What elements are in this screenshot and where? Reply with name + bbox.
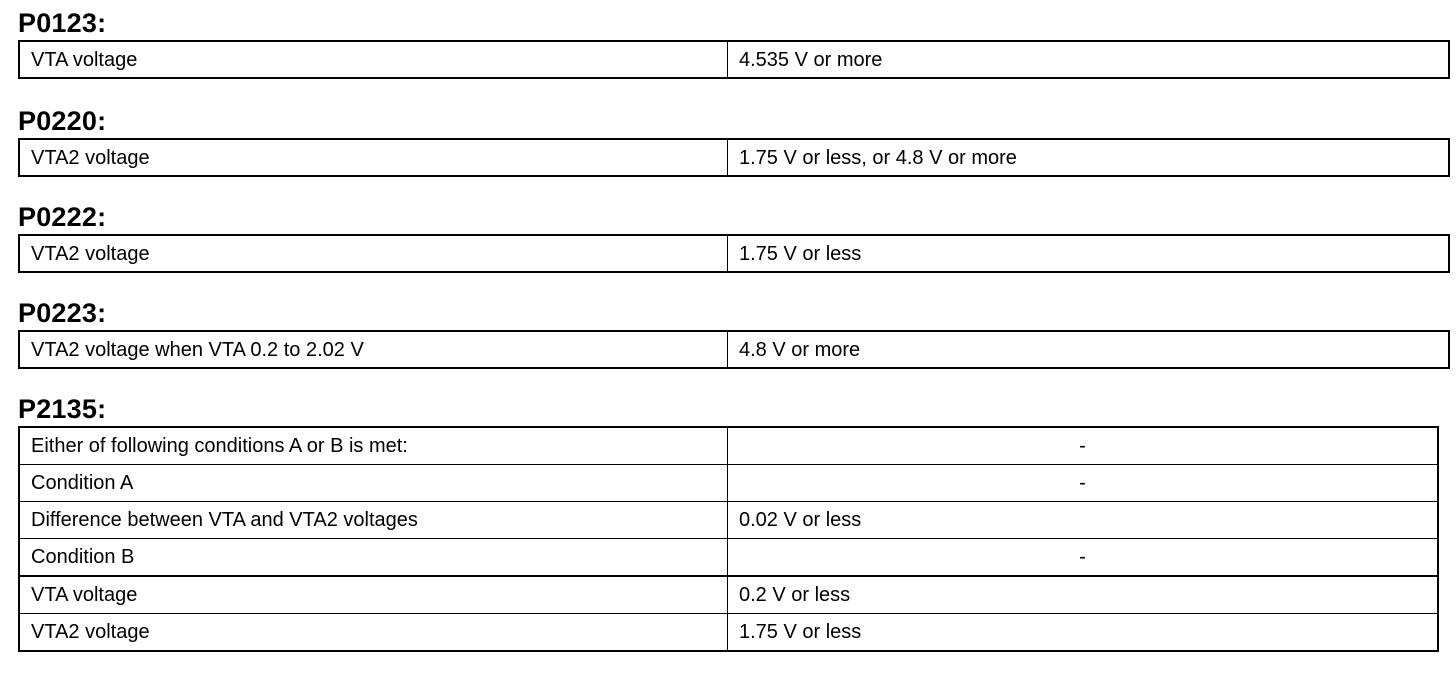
condition-value: - bbox=[728, 465, 1439, 502]
condition-label: VTA2 voltage bbox=[19, 139, 728, 176]
condition-label: Condition A bbox=[19, 465, 728, 502]
table-row bbox=[19, 576, 1438, 614]
table-row bbox=[19, 331, 1449, 368]
dtc-condition-table bbox=[18, 40, 1450, 79]
dtc-section-p0220 bbox=[18, 101, 1436, 177]
dtc-code-heading: P0220: bbox=[18, 106, 107, 136]
dtc-code-heading: P0123: bbox=[18, 8, 107, 38]
dtc-section-p0223 bbox=[18, 293, 1436, 369]
table-row bbox=[19, 235, 1449, 272]
condition-value: 4.535 V or more bbox=[728, 41, 1450, 78]
table-row bbox=[19, 539, 1438, 577]
condition-label: VTA voltage bbox=[19, 41, 728, 78]
condition-label: Difference between VTA and VTA2 voltages bbox=[19, 502, 728, 539]
dtc-section-p0222 bbox=[18, 197, 1436, 273]
condition-value: 1.75 V or less, or 4.8 V or more bbox=[728, 139, 1450, 176]
condition-value: 0.02 V or less bbox=[728, 502, 1439, 539]
condition-value: - bbox=[728, 427, 1439, 465]
dtc-code-heading: P0222: bbox=[18, 202, 107, 232]
table-row bbox=[19, 41, 1449, 78]
condition-value: 1.75 V or less bbox=[728, 235, 1450, 272]
table-row bbox=[19, 502, 1438, 539]
condition-label: Condition B bbox=[19, 539, 728, 577]
condition-value: - bbox=[728, 539, 1439, 577]
table-row bbox=[19, 465, 1438, 502]
table-row bbox=[19, 427, 1438, 465]
condition-value: 1.75 V or less bbox=[728, 614, 1439, 652]
dtc-condition-table bbox=[18, 138, 1450, 177]
dtc-spec-document bbox=[18, 0, 1436, 652]
condition-label: VTA2 voltage bbox=[19, 235, 728, 272]
dtc-code-heading: P2135: bbox=[18, 394, 107, 424]
table-row bbox=[19, 139, 1449, 176]
dtc-condition-table bbox=[18, 426, 1439, 652]
dtc-code-heading: P0223: bbox=[18, 298, 107, 328]
table-row bbox=[19, 614, 1438, 652]
condition-label: VTA2 voltage when VTA 0.2 to 2.02 V bbox=[19, 331, 728, 368]
dtc-condition-table bbox=[18, 330, 1450, 369]
condition-value: 0.2 V or less bbox=[728, 576, 1439, 614]
condition-label: Either of following conditions A or B is met: bbox=[19, 427, 728, 465]
dtc-section-p2135 bbox=[18, 389, 1436, 652]
dtc-section-p0123 bbox=[18, 0, 1436, 79]
condition-label: VTA voltage bbox=[19, 576, 728, 614]
condition-value: 4.8 V or more bbox=[728, 331, 1450, 368]
dtc-condition-table bbox=[18, 234, 1450, 273]
condition-label: VTA2 voltage bbox=[19, 614, 728, 652]
